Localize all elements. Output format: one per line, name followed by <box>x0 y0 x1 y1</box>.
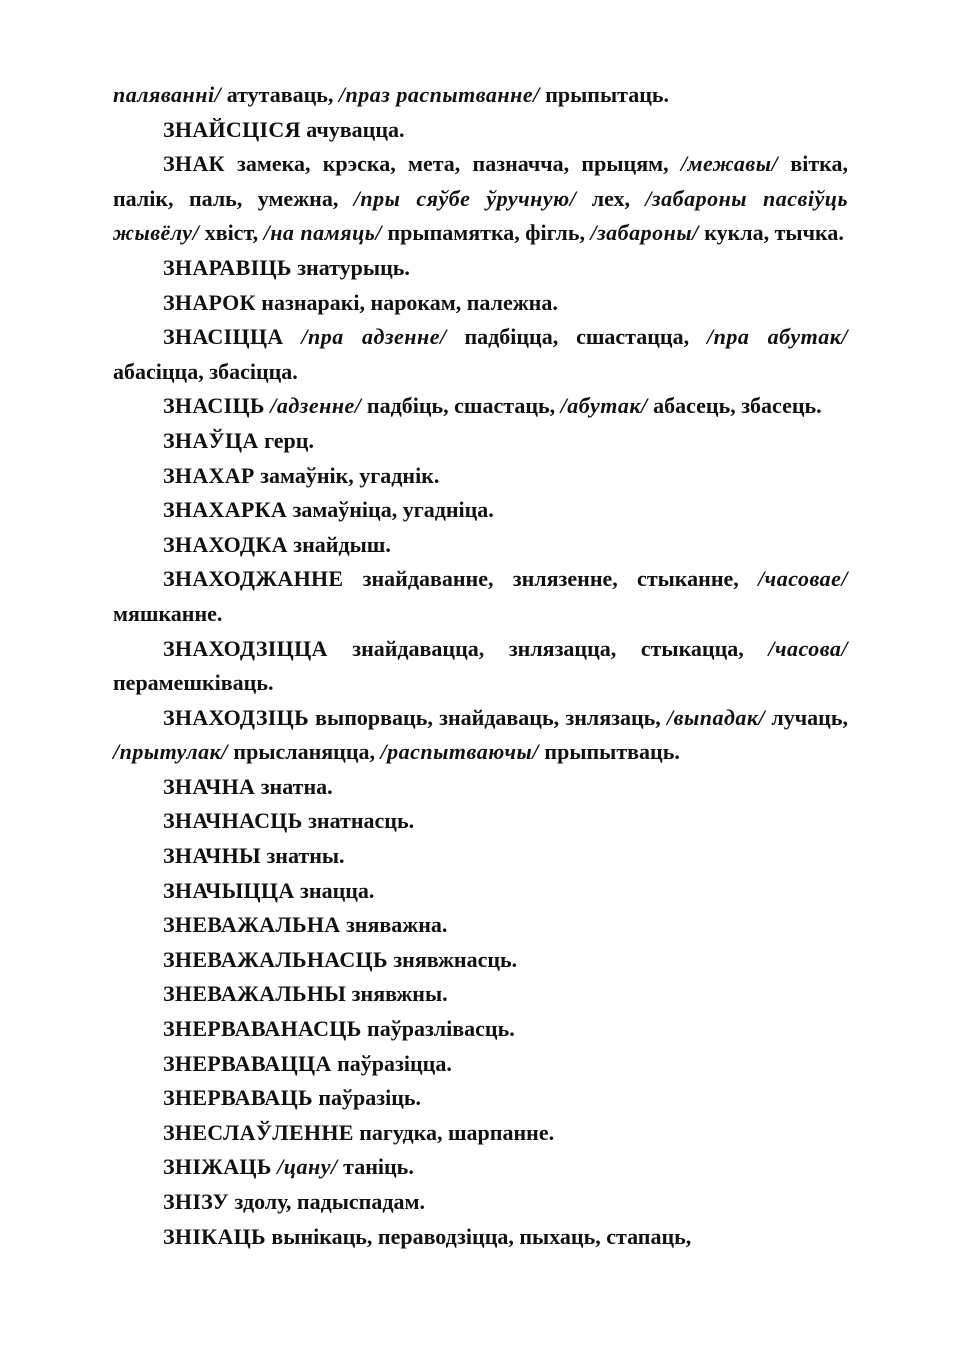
dictionary-entry-znervavacca <box>113 1047 848 1082</box>
usage-note: /на памяць/ <box>263 220 382 246</box>
usage-note: /праз распытванне/ <box>338 82 540 107</box>
definition-text: лех, <box>576 185 646 211</box>
definition-text: знайдавацца, знлязацца, стыкацца, <box>327 635 769 661</box>
headword: ЗНЕСЛАЎЛЕННЕ <box>163 1119 354 1145</box>
definition-text: прыпамятка, фігль, <box>381 220 591 246</box>
definition-text: герц. <box>258 427 314 453</box>
definition-text: знявжнасць. <box>387 946 518 972</box>
definition-text: знацца. <box>294 877 375 903</box>
headword: ЗНЕРВАВАЦЬ <box>163 1085 313 1111</box>
dictionary-entry-znaucca <box>113 424 848 459</box>
usage-note: /часова/ <box>768 635 848 661</box>
dictionary-entry-znachodka <box>113 528 848 563</box>
dictionary-entry-znizu <box>113 1185 848 1220</box>
dictionary-entries <box>113 113 848 1255</box>
definition-text: абасіцца, збасіцца. <box>113 358 298 384</box>
usage-note: /цану/ <box>277 1154 338 1180</box>
dictionary-page <box>113 78 848 1254</box>
definition-text: перамешківаць. <box>113 670 274 696</box>
usage-note: /абутак/ <box>560 393 648 419</box>
headword: ЗНЕРВАВАНАСЦЬ <box>163 1016 362 1042</box>
definition-text: абасець, збасець. <box>647 393 822 419</box>
headword: ЗНАХОДЖАННЕ <box>163 566 344 592</box>
definition-text: паўразіцца. <box>331 1050 452 1076</box>
definition-text: прыпытаць. <box>539 82 670 107</box>
dictionary-entry-znachodzicca <box>113 632 848 701</box>
usage-note: /пра абутак/ <box>706 324 848 350</box>
definition-text: знявжны. <box>346 981 448 1007</box>
definition-text: знайдыш. <box>287 531 391 557</box>
usage-note: /забароны/ <box>590 220 699 246</box>
headword: ЗНАХАР <box>163 462 255 488</box>
definition-text: прысланяцца, <box>227 739 381 765</box>
definition-text: вітка, палік, паль, умежна, <box>113 151 848 211</box>
dictionary-entry-znachodzhanne <box>113 562 848 631</box>
definition-text: кукла, тычка. <box>698 220 844 246</box>
headword: ЗНЕВАЖАЛЬНАСЦЬ <box>163 946 388 972</box>
dictionary-entry-znikac <box>113 1220 848 1255</box>
dictionary-entry-znervavanasc <box>113 1012 848 1047</box>
definition-text: назнаракі, нарокам, палежна. <box>255 289 558 315</box>
headword: ЗНАХАРКА <box>163 497 288 523</box>
dictionary-entry-znarok <box>113 286 848 321</box>
usage-note: /пры сяўбе ўручную/ <box>353 185 577 211</box>
dictionary-entry-znevazhalny <box>113 977 848 1012</box>
definition-text: прыпытваць. <box>538 739 680 765</box>
usage-note: /межавы/ <box>680 151 779 177</box>
headword: ЗНАК <box>163 151 225 177</box>
definition-text: падбіць, сшастаць, <box>361 393 561 419</box>
definition-text: замаўніца, угадніца. <box>287 497 494 523</box>
dictionary-entry-znascic <box>113 389 848 424</box>
definition-text <box>283 324 301 349</box>
headword: ЗНАЎЦА <box>163 427 259 453</box>
continued-entry-line <box>113 78 848 113</box>
headword: ЗНАЙСЦІСЯ <box>163 116 301 142</box>
dictionary-entry-znachycca <box>113 874 848 909</box>
definition-text: выпорваць, знайдаваць, знлязаць, <box>308 704 668 730</box>
definition-text: лучаць, <box>765 704 848 730</box>
headword: ЗНАЧНАСЦЬ <box>163 808 303 834</box>
dictionary-entry-znachar <box>113 459 848 494</box>
dictionary-entry-znacharka <box>113 493 848 528</box>
definition-text: знайдаванне, знлязенне, стыканне, <box>343 566 759 592</box>
usage-note: паляванні/ <box>113 82 222 107</box>
definition-text: знатна. <box>255 773 333 799</box>
definition-text: паўразлівасць. <box>361 1016 515 1042</box>
dictionary-entry-znachnasc <box>113 804 848 839</box>
dictionary-entry-znizhac <box>113 1150 848 1185</box>
dictionary-entry-znervavac <box>113 1081 848 1116</box>
dictionary-entry-znak <box>113 147 848 251</box>
definition-text: вынікаць, пераводзіцца, пыхаць, стапаць, <box>265 1223 692 1249</box>
definition-text: знатнасць. <box>302 808 415 834</box>
headword: ЗНАРАВІЦЬ <box>163 254 292 280</box>
dictionary-entry-znascicca <box>113 320 848 389</box>
definition-text: таніць. <box>337 1154 414 1180</box>
dictionary-entry-znachny <box>113 839 848 874</box>
definition-text: знатурыць. <box>291 254 410 280</box>
headword: ЗНАХОДКА <box>163 531 288 557</box>
usage-note: /распытваючы/ <box>380 739 539 765</box>
dictionary-entry-zneslaulenne <box>113 1116 848 1151</box>
headword: ЗНАСІЦЬ <box>163 393 265 419</box>
definition-text: замека, крэска, мета, пазначча, прыцям, <box>224 151 681 177</box>
dictionary-entry-znachna <box>113 770 848 805</box>
headword: ЗНАХОДЗІЦЦА <box>163 635 328 661</box>
dictionary-entry-znevazhalnasc <box>113 943 848 978</box>
headword: ЗНАРОК <box>163 289 256 315</box>
dictionary-entry-znachodzic <box>113 701 848 770</box>
dictionary-entry-znevazhalna <box>113 908 848 943</box>
definition-text: мяшканне. <box>113 600 223 626</box>
dictionary-entry-znaravic <box>113 251 848 286</box>
definition-text: здолу, падыспадам. <box>229 1189 425 1214</box>
usage-note: /прытулак/ <box>113 739 228 765</box>
headword: ЗНАЧЫЦЦА <box>163 877 295 903</box>
definition-text: ачувацца. <box>300 116 405 142</box>
headword: ЗНАЧНЫ <box>163 843 261 869</box>
usage-note: /выпадак/ <box>667 704 766 730</box>
headword: ЗНАЧНА <box>163 773 256 799</box>
headword: ЗНЕРВАВАЦЦА <box>163 1050 332 1076</box>
headword: ЗНІЗУ <box>163 1189 229 1214</box>
usage-note: /забароны пасвіўць жывёлу/ <box>113 185 849 246</box>
headword: ЗНІЖАЦЬ <box>163 1154 272 1180</box>
usage-note: /пра адзенне/ <box>301 324 447 350</box>
usage-note: /адзенне/ <box>270 393 362 419</box>
definition-text: знатны. <box>260 843 345 869</box>
headword: ЗНАХОДЗІЦЬ <box>163 704 309 730</box>
definition-text: зняважна. <box>340 912 448 938</box>
headword: ЗНІКАЦЬ <box>163 1223 266 1249</box>
definition-text: пагудка, шарпанне. <box>353 1119 555 1145</box>
headword: ЗНАСІЦЦА <box>163 324 284 350</box>
definition-text: атутаваць, <box>221 82 339 107</box>
headword: ЗНЕВАЖАЛЬНА <box>163 912 341 938</box>
definition-text: паўразіць. <box>312 1085 422 1111</box>
headword: ЗНЕВАЖАЛЬНЫ <box>163 981 347 1007</box>
dictionary-entry-znaiscisia <box>113 113 848 148</box>
definition-text: хвіст, <box>199 220 264 246</box>
usage-note: /часовае/ <box>758 566 848 592</box>
definition-text: замаўнік, угаднік. <box>254 462 440 488</box>
definition-text: падбіцца, сшастацца, <box>446 324 707 350</box>
